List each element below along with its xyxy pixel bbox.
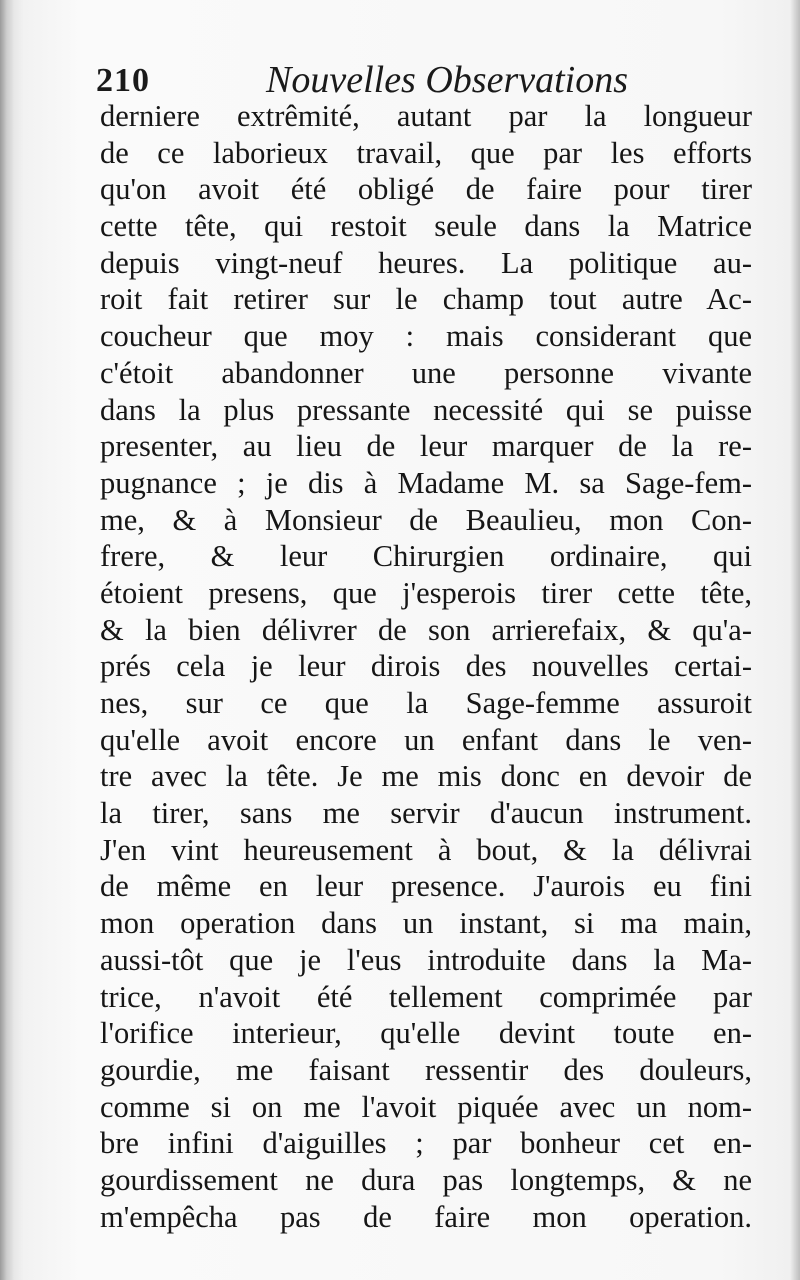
- page-edge: [790, 0, 800, 1280]
- text-line: mon operation dans un instant, si ma main,: [100, 906, 752, 941]
- text-line: bre infini d'aiguilles ; par bonheur cet en-: [100, 1126, 752, 1161]
- text-line: dans la plus pressante necessité qui se puisse: [100, 392, 752, 427]
- binding-shadow: [0, 0, 14, 1280]
- text-line: qu'elle avoit encore un enfant dans le ven-: [100, 722, 752, 757]
- text-line: c'étoit abandonner une personne vivante: [100, 355, 752, 390]
- text-line: depuis vingt-neuf heures. La politique au-: [100, 245, 752, 280]
- text-line: étoient presens, que j'esperois tirer cette tête,: [100, 575, 752, 610]
- text-line: presenter, au lieu de leur marquer de la re-: [100, 429, 752, 464]
- text-line: la tirer, sans me servir d'aucun instrument.: [100, 796, 752, 831]
- text-line: me, & à Monsieur de Beaulieu, mon Con-: [100, 502, 752, 537]
- text-line: roit fait retirer sur le champ tout autre Ac-: [100, 282, 752, 317]
- text-line: prés cela je leur dirois des nouvelles certai-: [100, 649, 752, 684]
- text-line: derniere extrêmité, autant par la longueur: [100, 99, 752, 133]
- text-line: m'empêcha pas de faire mon operation.: [100, 1199, 752, 1234]
- text-line: frere, & leur Chirurgien ordinaire, qui: [100, 539, 752, 574]
- text-line: qu'on avoit été obligé de faire pour tirer: [100, 172, 752, 207]
- text-line: nes, sur ce que la Sage-femme assuroit: [100, 686, 752, 720]
- page-number: 210: [96, 62, 150, 99]
- running-title: Nouvelles Observations: [266, 59, 629, 101]
- text-line: gourdissement ne dura pas longtemps, & ne: [100, 1162, 752, 1197]
- text-line: aussi-tôt que je l'eus introduite dans la Ma-: [100, 942, 752, 977]
- text-line: pugnance ; je dis à Madame M. sa Sage-fem-: [100, 465, 752, 500]
- text-line: de ce laborieux travail, que par les efforts: [100, 135, 752, 170]
- text-line: de même en leur presence. J'aurois eu fini: [100, 869, 752, 904]
- text-line: comme si on me l'avoit piquée avec un nom-: [100, 1089, 752, 1124]
- text-line: tre avec la tête. Je me mis donc en devoir de: [100, 759, 752, 794]
- text-line: cette tête, qui restoit seule dans la Matrice: [100, 209, 752, 244]
- text-line: & la bien délivrer de son arrierefaix, & qu'a-: [100, 612, 752, 647]
- text-line: coucheur que moy : mais considerant que: [100, 319, 752, 354]
- text-line: J'en vint heureusement à bout, & la délivrai: [100, 832, 752, 867]
- text-line: gourdie, me faisant ressentir des douleurs,: [100, 1052, 752, 1087]
- text-line: l'orifice interieur, qu'elle devint toute en-: [100, 1016, 752, 1051]
- text-line: trice, n'avoit été tellement comprimée par: [100, 979, 752, 1014]
- body-text: [100, 98, 752, 1235]
